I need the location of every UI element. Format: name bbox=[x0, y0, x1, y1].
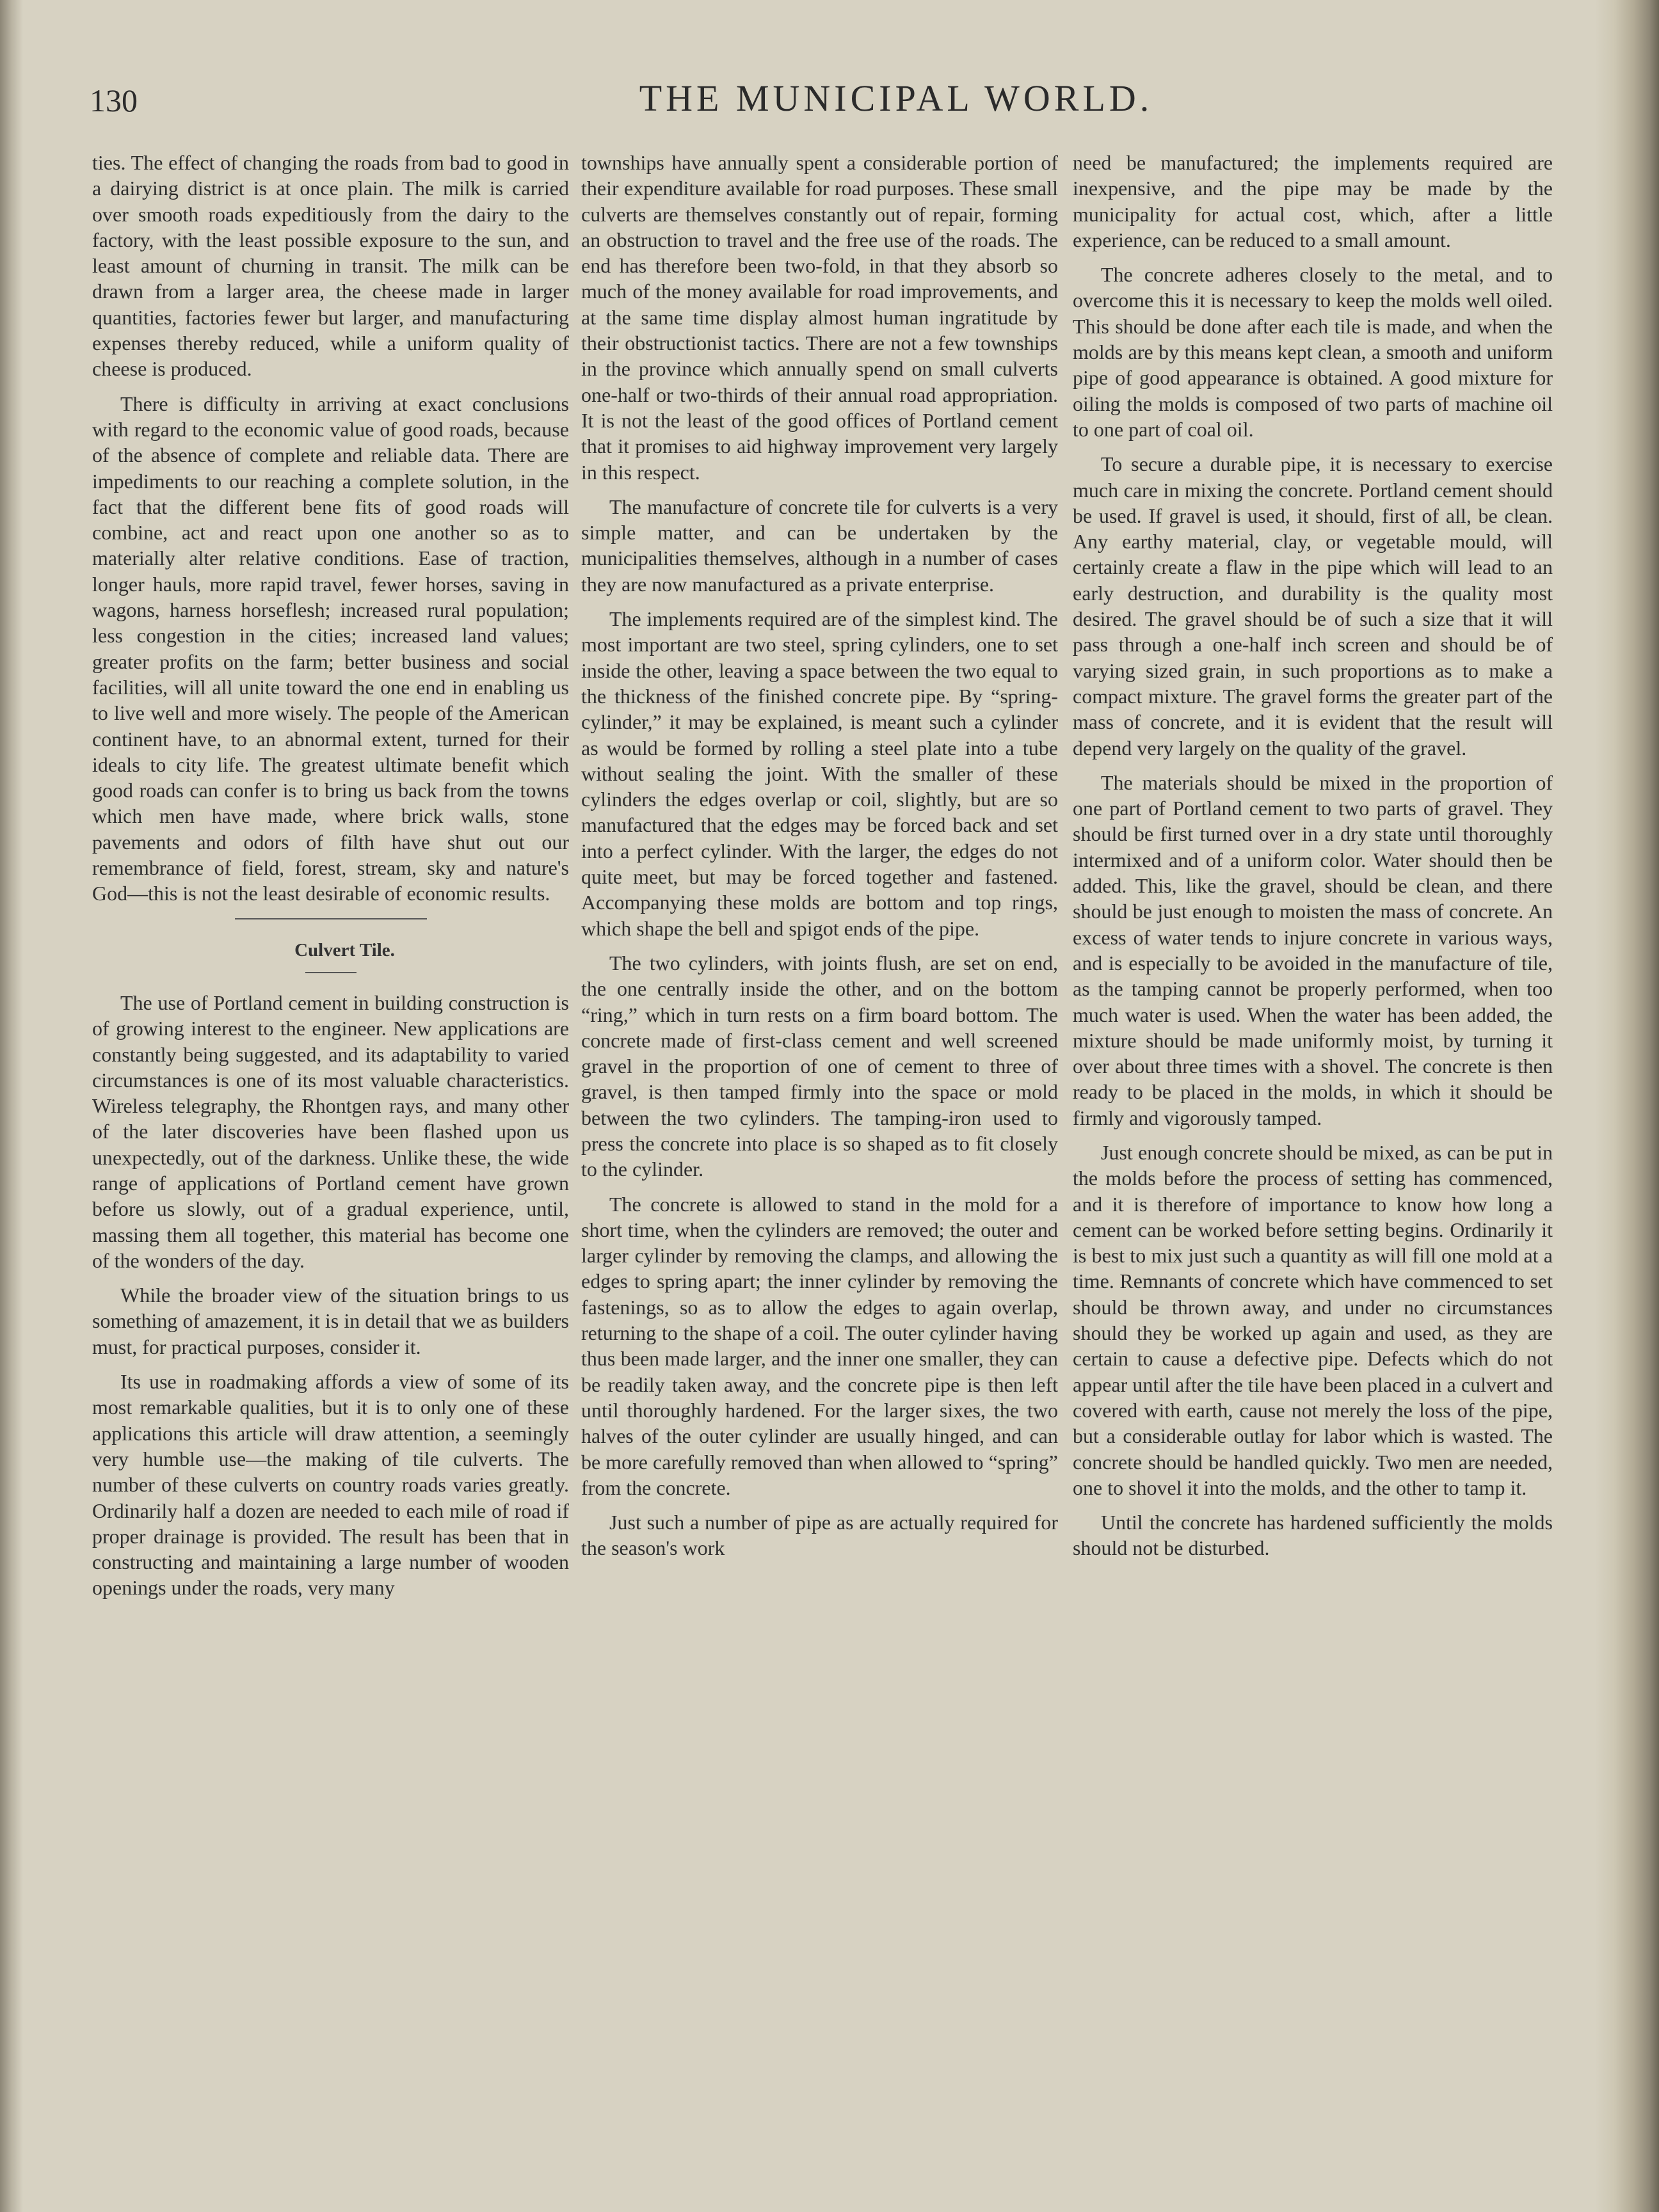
paragraph: The use of Portland cement in building construction is of growing interest to the engineer. New applications are constantly being suggested, and its adaptability to varied circumstances is one of its most valuable characteristics. Wireless telegraphy, the Rhontgen rays, and many other of the later discoveries have been flashed upon us unexpectedly, out of the darkness. Unlike these, the wide range of applications of Portland cement have grown before us slowly, out of a gradual experience, until, massing them all together, this material has become one of the wonders of the day. bbox=[92, 991, 569, 1272]
paragraph: townships have annually spent a considerable portion of their expenditure available for road purposes. These small culverts are themselves constantly out of repair, forming an obstruction to travel and the free use of the roads. The end has therefore been two-fold, in that they absorb so much of the money available for road improvements, and at the same time display almost human ingratitude by their obstructionist tactics. There are not a few townships in the province which annually spend on small culverts one-half or two-thirds of their annual road appropriation. It is not the least of the good offices of Portland cement that it promises to aid highway improvement very largely in this respect. bbox=[581, 151, 1058, 484]
text-column-3 bbox=[1073, 150, 1553, 1570]
paragraph: The implements required are of the simplest kind. The most important are two steel, spring cylinders, one to set inside the other, leaving a space between the two equal to the thickness of the finished concrete pipe. By “spring-cylinder,” it may be explained, is meant such a cylinder as would be formed by rolling a steel plate into a tube without sealing the joint. With the smaller of these cylinders the edges overlap or coil, slightly, but are so manufactured that the edges may be forced back and set into a perfect cylinder. With the larger, the edges do not quite meet, but may be forced together and fastened. Accompanying these molds are bottom and top rings, which shape the bell and spigot ends of the pipe. bbox=[581, 607, 1058, 940]
page-number: 130 bbox=[90, 83, 138, 118]
paragraph: The two cylinders, with joints flush, are set on end, the one centrally inside the other, and on the bottom “ring,” which in turn rests on a firm board bottom. The concrete made of first-class cement and well screened gravel in the proportion of one of cement to three of gravel, is then tamped firmly into the space or mold between the two cylinders. The tamping-iron used to press the concrete into place is so shaped as to fit closely to the cylinder. bbox=[581, 951, 1058, 1181]
section-divider bbox=[235, 918, 427, 919]
heading-underline bbox=[305, 972, 357, 973]
paragraph: There is difficulty in arriving at exact conclusions with regard to the economic value of good roads, because of the absence of complete and reliable data. There are impediments to our reaching a complete solution, in the fact that the different bene fits of good roads will combine, act and react upon one another so as to materially alter relative conditions. Ease of traction, longer hauls, more rapid travel, fewer horses, saving in wagons, harness horseflesh; increased rural population; less congestion in the cities; increased land values; greater profits on the farm; better business and social facilities, will all unite toward the one end in enabling us to live well and more wisely. The people of the American continent have, to an abnormal extent, turned for their ideals to city life. The greatest ultimate benefit which good roads can confer is to bring us back from the towns which men have made, where brick walls, stone pavements and odors of filth have shut out our remembrance of field, forest, stream, sky and nature's God—this is not the least desirable of economic results. bbox=[92, 392, 569, 905]
paragraph: While the broader view of the situation brings to us something of amazement, it is in detail that we as builders must, for practical purposes, consider it. bbox=[92, 1284, 569, 1358]
paragraph: The materials should be mixed in the proportion of one part of Portland cement to two parts of gravel. They should be first turned over in a dry state until thoroughly intermixed and of a uniform color. Water should then be added. This, like the gravel, should be clean, and there should be just enough to moisten the mass of concrete. An excess of water tends to injure concrete in various ways, and is especially to be avoided in the manufacture of tile, as the tamping cannot be properly performed, when too much water is used. When the water has been added, the mixture should be made uniformly moist, by turning it over about three times with a shovel. The concrete is then ready to be placed in the molds, in which it should be firmly and vigorously tamped. bbox=[1073, 770, 1553, 1129]
paragraph: The concrete is allowed to stand in the mold for a short time, when the cylinders are removed; the outer and larger cylinder by removing the clamps, and allowing the edges to spring apart; the inner cylinder by removing the fastenings, so as to allow the edges to again overlap, returning to the shape of a coil. The outer cylinder having thus been made larger, and the inner one smaller, they can be readily taken away, and the concrete pipe is then left until thoroughly hardened. For the larger sixes, the two halves of the outer cylinder are usually hinged, and can be more carefully removed than when allowed to “spring” from the concrete. bbox=[581, 1192, 1058, 1499]
paragraph: Until the concrete has hardened sufficiently the molds should not be disturbed. bbox=[1073, 1511, 1553, 1560]
page-title: THE MUNICIPAL WORLD. bbox=[639, 77, 1153, 119]
paragraph: Its use in roadmaking affords a view of some of its most remarkable qualities, but it is to only one of these applications this article will draw attention, a seemingly very humble use—the making of tile culverts. The number of these culverts on country roads varies greatly. Ordinarily half a dozen are needed to each mile of road if proper drainage is provided. The result has been that in constructing and maintaining a large number of wooden openings under the roads, very many bbox=[92, 1370, 569, 1600]
book-spine-shadow bbox=[0, 0, 23, 2212]
paragraph: The manufacture of concrete tile for culverts is a very simple matter, and can be undertaken by the municipalities themselves, although in a number of cases they are now manufactured as a private enterprise. bbox=[581, 495, 1058, 596]
paragraph: need be manufactured; the implements required are inexpensive, and the pipe may be made by the municipality for actual cost, which, after a little experience, can be reduced to a small amount. bbox=[1073, 151, 1553, 251]
page-edge-shadow bbox=[1595, 0, 1659, 2212]
paragraph: ties. The effect of changing the roads from bad to good in a dairying district is at once plain. The milk is carried over smooth roads expeditiously from the dairy to the factory, with the least possible exposure to the sun, and least amount of churning in transit. The milk can be drawn from a larger area, the cheese made in larger quantities, factories fewer but larger, and manufacturing expenses thereby reduced, while a uniform quality of cheese is produced. bbox=[92, 151, 569, 381]
section-heading: Culvert Tile. bbox=[294, 939, 395, 960]
paragraph: The concrete adheres closely to the metal, and to overcome this it is necessary to keep the molds well oiled. This should be done after each tile is made, and when the molds are by this means kept clean, a smooth and uniform pipe of good appearance is obtained. A good mixture for oiling the molds is composed of two parts of machine oil to one part of coal oil. bbox=[1073, 263, 1553, 441]
paragraph: To secure a durable pipe, it is necessary to exercise much care in mixing the concrete. Portland cement should be used. If gravel is used, it should, first of all, be clean. Any earthy material, clay, or vegetable mould, will certainly create a flaw in the pipe which will lead to an early destruction, and durability is the quality most desired. The gravel should be of such a size that it will pass through a one-half inch screen and should be of varying sized grain, in such proportions as to make a compact mixture. The gravel forms the greater part of the mass of concrete, and it is evident that the result will depend very largely on the quality of the gravel. bbox=[1073, 452, 1553, 760]
text-column-1 bbox=[92, 150, 569, 1610]
paragraph: Just such a number of pipe as are actually required for the season's work bbox=[581, 1511, 1058, 1560]
text-column-2 bbox=[581, 150, 1058, 1570]
paragraph: Just enough concrete should be mixed, as can be put in the molds before the process of setting has commenced, and it is therefore of importance to know how long a cement can be worked before setting begins. Ordinarily it is best to mix just such a quantity as will fill one mold at a time. Remnants of concrete which have commenced to set should be thrown away, and under no circumstances should they be worked up again and used, as they are certain to cause a defective pipe. Defects which do not appear until after the tile have been placed in a culvert and covered with earth, cause not merely the loss of the pipe, but a considerable outlay for labor which is wasted. The concrete should be handled quickly. Two men are needed, one to shovel it into the molds, and the other to tamp it. bbox=[1073, 1140, 1553, 1499]
